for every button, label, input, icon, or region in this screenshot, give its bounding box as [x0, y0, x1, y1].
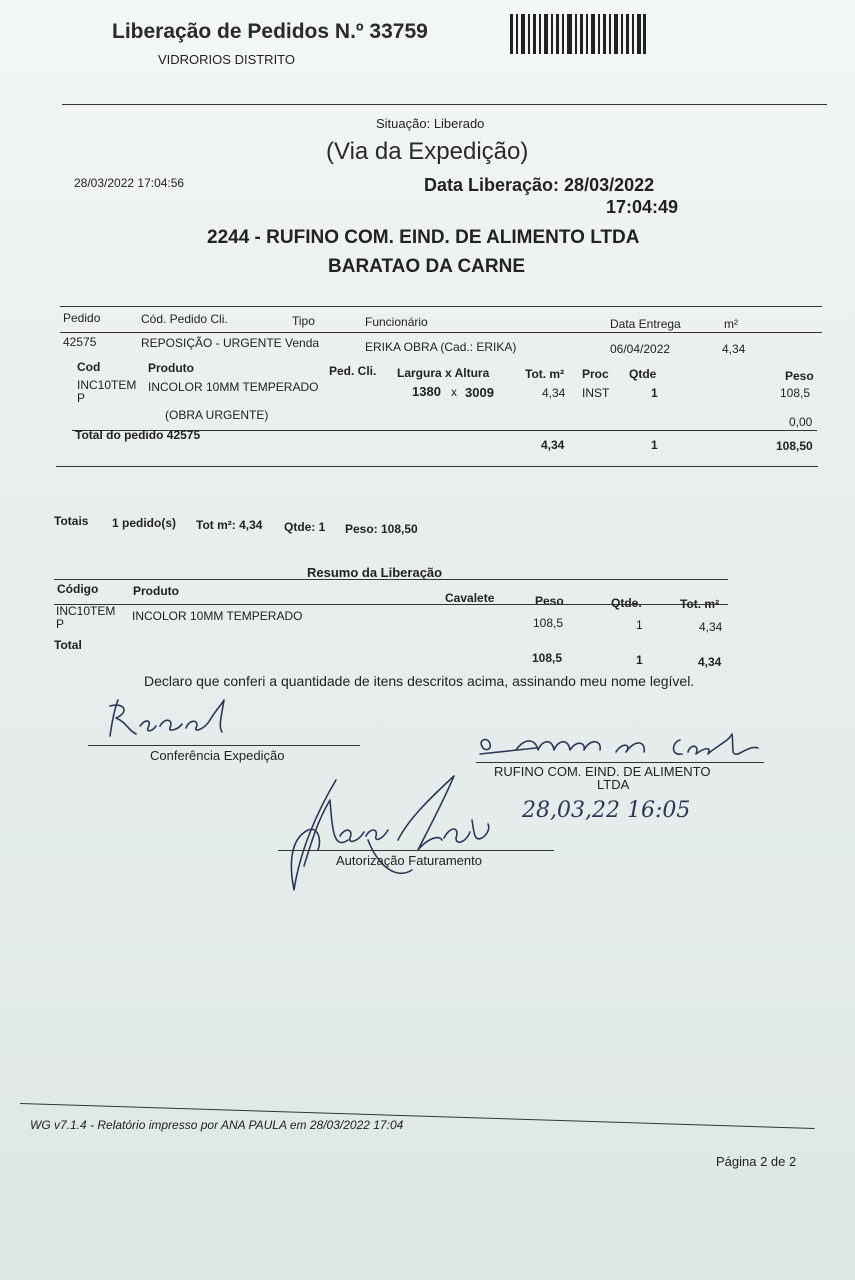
order-header-rule [60, 332, 822, 333]
summary-peso: 108,5 [533, 616, 564, 630]
order-m2: 4,34 [722, 342, 746, 356]
client-signature-line [476, 762, 764, 763]
summary-tot-m2: 4,34 [699, 620, 723, 634]
totals-orders: 1 pedido(s) [112, 516, 177, 530]
item-height: 3009 [465, 385, 494, 400]
item-col-qtde: Qtde [629, 367, 657, 381]
item-qtde: 1 [651, 386, 658, 400]
autorizacao-label: Autorização Faturamento [336, 853, 482, 868]
barcode [510, 14, 646, 54]
item-note: (OBRA URGENTE) [165, 408, 269, 422]
via-title: (Via da Expedição) [326, 138, 529, 165]
summary-title: Resumo da Liberação [307, 565, 443, 580]
order-type: REPOSIÇÃO - URGENTE Venda [141, 336, 320, 350]
conferencia-signature [90, 696, 260, 744]
page-number: Página 2 de 2 [716, 1154, 797, 1169]
item-tot-m2: 4,34 [542, 386, 566, 400]
item-note-peso: 0,00 [789, 415, 813, 429]
col-m2: m² [724, 317, 738, 331]
order-delivery-date: 06/04/2022 [610, 342, 671, 356]
col-data-entrega: Data Entrega [610, 317, 681, 331]
item-col-proc: Proc [582, 367, 609, 381]
client-fantasy-name: BARATAO DA CARNE [328, 256, 526, 277]
summary-col-produto: Produto [133, 584, 179, 598]
summary-col-qtde: Qtde. [611, 596, 642, 610]
summary-header-rule [54, 604, 728, 605]
summary-code-line1: INC10TEM [56, 604, 116, 618]
summary-code-line2: P [56, 617, 65, 631]
status-text: Situação: Liberado [376, 116, 485, 131]
item-cod-line2: P [77, 391, 86, 405]
item-product: INCOLOR 10MM TEMPERADO [148, 380, 319, 394]
item-cod-line1: INC10TEM [77, 378, 137, 392]
summary-qtde: 1 [636, 618, 643, 632]
item-col-peso: Peso [785, 369, 814, 383]
summary-col-tot-m2: Tot. m² [680, 597, 720, 611]
summary-col-codigo: Código [57, 582, 99, 596]
print-datetime: 28/03/2022 17:04:56 [74, 176, 185, 190]
company-name: VIDRORIOS DISTRITO [158, 52, 295, 67]
conferencia-label: Conferência Expedição [150, 748, 285, 763]
client-name: 2244 - RUFINO COM. EIND. DE ALIMENTO LTDA [207, 227, 640, 248]
conferencia-line [88, 745, 360, 746]
summary-col-cavalete: Cavalete [445, 591, 495, 605]
col-pedido: Pedido [63, 311, 101, 325]
order-employee: ERIKA OBRA (Cad.: ERIKA) [365, 340, 517, 354]
summary-total-tot-m2: 4,34 [698, 655, 722, 669]
client-name-line1: RUFINO COM. EIND. DE ALIMENTO [494, 764, 711, 779]
order-total-m2: 4,34 [541, 438, 565, 452]
order-table-top-rule [60, 306, 822, 307]
summary-total-label: Total [54, 638, 82, 652]
totals-peso: Peso: 108,50 [345, 522, 418, 536]
summary-top-rule [54, 579, 728, 580]
item-col-produto: Produto [148, 361, 194, 375]
item-peso: 108,5 [780, 386, 811, 400]
summary-total-peso: 108,5 [532, 651, 563, 665]
liberation-date: Data Liberação: 28/03/2022 [424, 175, 655, 195]
summary-col-peso: Peso [535, 594, 564, 608]
item-col-ped-cli: Ped. Cli. [329, 364, 377, 378]
col-funcionario: Funcionário [365, 315, 428, 329]
item-proc: INST [582, 386, 610, 400]
item-col-largura-altura: Largura x Altura [397, 366, 490, 380]
item-col-tot-m2: Tot. m² [525, 367, 565, 381]
autorizacao-signature [278, 770, 498, 900]
summary-product: INCOLOR 10MM TEMPERADO [132, 609, 303, 623]
totals-qtde: Qtde: 1 [284, 520, 326, 534]
col-tipo: Tipo [292, 314, 315, 328]
col-cod-pedido-cli: Cód. Pedido Cli. [141, 312, 228, 326]
order-total-peso: 108,50 [776, 439, 813, 453]
totals-label: Totais [54, 514, 89, 528]
item-col-cod: Cod [77, 360, 101, 374]
summary-total-qtde: 1 [636, 653, 643, 667]
handwritten-date: 28,03,22 16:05 [522, 798, 691, 823]
declaration-text: Declaro que conferi a quantidade de itens descritos acima, assinando meu nome legível. [144, 673, 695, 689]
document-title: Liberação de Pedidos N.º 33759 [112, 20, 428, 43]
header-divider [62, 104, 827, 105]
order-total-label: Total do pedido 42575 [75, 428, 201, 442]
order-number: 42575 [63, 335, 97, 349]
autorizacao-line [278, 850, 554, 851]
totals-m2: Tot m²: 4,34 [196, 518, 263, 532]
footer-printed-by: WG v7.1.4 - Relatório impresso por ANA PAULA em 28/03/2022 17:04 [30, 1118, 404, 1132]
client-name-line2: LTDA [597, 777, 630, 792]
item-width: 1380 [412, 384, 441, 399]
client-signature [476, 726, 766, 766]
liberation-time: 17:04:49 [606, 197, 679, 217]
order-total-qtde: 1 [651, 438, 658, 452]
order-table-bottom-rule [56, 466, 818, 467]
item-dimension-separator: x [451, 385, 457, 399]
